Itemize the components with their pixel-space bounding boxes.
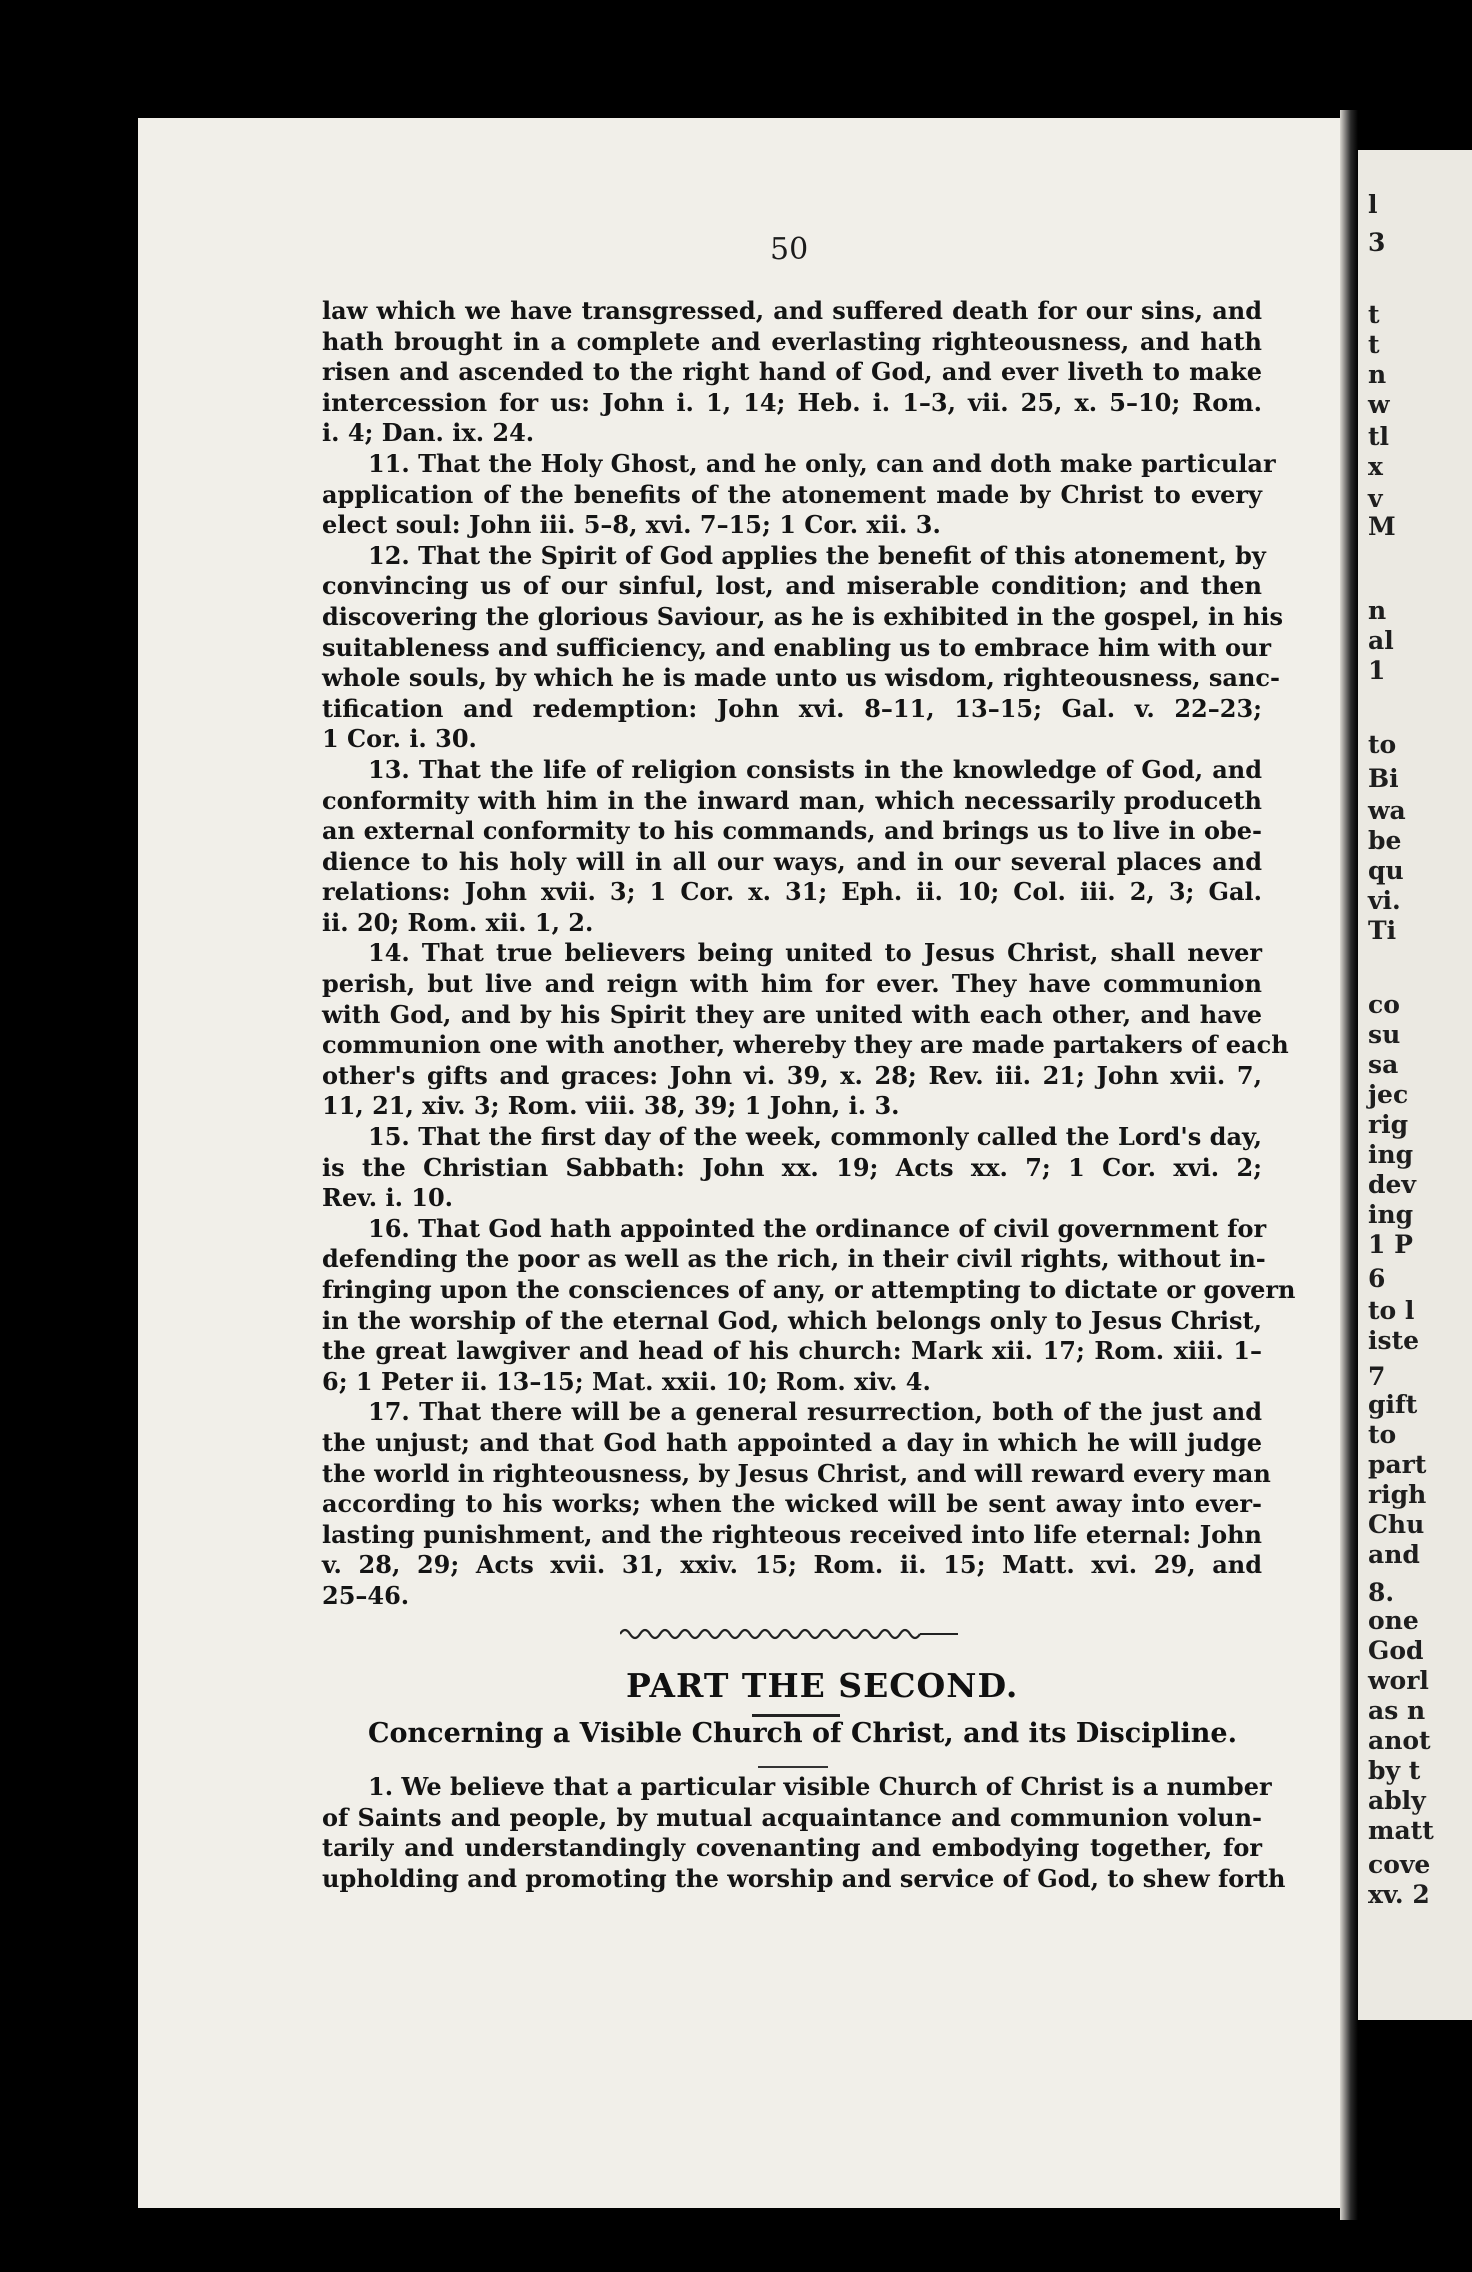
text-line: perish, but live and reign with him for ever. They have communion: [322, 969, 1262, 999]
facing-page-text-fragment: rig: [1368, 1110, 1409, 1139]
facing-page-text-fragment: be: [1368, 826, 1402, 855]
facing-page-text-fragment: qu: [1368, 856, 1404, 885]
part-two-text: [322, 1772, 1286, 1894]
text-line: of Saints and people, by mutual acquaintance and communion volun-: [322, 1802, 1262, 1832]
part-two-title: PART THE SECOND.: [626, 1666, 1019, 1705]
text-line: the unjust; and that God hath appointed a day in which he will judge: [322, 1427, 1262, 1457]
facing-page-text-fragment: t: [1368, 300, 1380, 329]
text-line: i. 4; Dan. ix. 24.: [322, 418, 535, 448]
facing-page-text-fragment: vi.: [1368, 886, 1401, 915]
text-line: communion one with another, whereby they are made partakers of each: [322, 1030, 1289, 1060]
facing-page-text-fragment: 1: [1368, 656, 1386, 685]
text-line: conformity with him in the inward man, which necessarily produceth: [322, 785, 1262, 815]
text-line: dience to his holy will in all our ways, and in our several places and: [322, 846, 1262, 876]
facing-page-text-fragment: as n: [1368, 1696, 1426, 1725]
facing-page-text-fragment: dev: [1368, 1170, 1416, 1199]
text-line: in the worship of the eternal God, which belongs only to Jesus Christ,: [322, 1305, 1262, 1335]
page-number: 50: [770, 232, 809, 267]
facing-page-text-fragment: matt: [1368, 1816, 1434, 1845]
facing-page-text-fragment: tl: [1368, 422, 1390, 451]
text-line: according to his works; when the wicked will be sent away into ever-: [322, 1489, 1262, 1519]
facing-page-text-fragment: xv. 2: [1368, 1880, 1430, 1909]
part-one-text: [322, 296, 1296, 1612]
text-line: whole souls, by which he is made unto us wisdom, righteousness, sanc-: [322, 663, 1281, 693]
facing-page-text-fragment: ing: [1368, 1200, 1414, 1229]
subtitle-rule: [758, 1766, 828, 1768]
facing-page-text-fragment: and: [1368, 1540, 1420, 1569]
facing-page-text-fragment: to: [1368, 730, 1397, 759]
facing-page-text-fragment: anot: [1368, 1726, 1431, 1755]
text-line: 25–46.: [322, 1580, 410, 1610]
facing-page-text-fragment: part: [1368, 1450, 1427, 1479]
facing-page-text-fragment: ably: [1368, 1786, 1426, 1815]
ornamental-divider: [620, 1624, 960, 1644]
text-line: defending the poor as well as the rich, in their civil rights, without in-: [322, 1244, 1266, 1274]
facing-page-text-fragment: sa: [1368, 1050, 1399, 1079]
facing-page-text-fragment: x: [1368, 452, 1383, 481]
facing-page-text-fragment: w: [1368, 390, 1390, 419]
facing-page-text-fragment: t: [1368, 330, 1380, 359]
facing-page-text-fragment: co: [1368, 990, 1400, 1019]
text-line: 6; 1 Peter ii. 13–15; Mat. xxii. 10; Rom. xiv. 4.: [322, 1366, 931, 1396]
text-line: hath brought in a complete and everlasting righteousness, and hath: [322, 326, 1262, 356]
text-line: the great lawgiver and head of his church: Mark xii. 17; Rom. xiii. 1–: [322, 1336, 1262, 1366]
facing-page-text-fragment: 3: [1368, 228, 1386, 257]
text-line: 11, 21, xiv. 3; Rom. viii. 38, 39; 1 John, i. 3.: [322, 1091, 900, 1121]
text-line: elect soul: John iii. 5–8, xvi. 7–15; 1 Cor. xii. 3.: [322, 510, 941, 540]
text-line: 16. That God hath appointed the ordinance of civil government for: [368, 1213, 1267, 1243]
facing-page-text-fragment: ing: [1368, 1140, 1414, 1169]
facing-page-text-fragment: iste: [1368, 1326, 1420, 1355]
facing-page-text-fragment: by t: [1368, 1756, 1421, 1785]
facing-page-text-fragment: Ti: [1368, 916, 1397, 945]
facing-page-text-fragment: Chu: [1368, 1510, 1425, 1539]
facing-page-text-fragment: to l: [1368, 1296, 1415, 1325]
text-line: 17. That there will be a general resurrection, both of the just and: [368, 1397, 1262, 1427]
text-line: with God, and by his Spirit they are united with each other, and have: [322, 999, 1262, 1029]
facing-page-text-fragment: 6: [1368, 1264, 1386, 1293]
facing-page-text-fragment: 7: [1368, 1362, 1386, 1391]
text-line: other's gifts and graces: John vi. 39, x. 28; Rev. iii. 21; John xvii. 7,: [322, 1060, 1262, 1090]
facing-page-text-fragment: wa: [1368, 796, 1406, 825]
facing-page-text-fragment: one: [1368, 1606, 1419, 1635]
text-line: 15. That the first day of the week, commonly called the Lord's day,: [368, 1122, 1262, 1152]
text-line: the world in righteousness, by Jesus Christ, and will reward every man: [322, 1458, 1271, 1488]
text-line: suitableness and sufficiency, and enabling us to embrace him with our: [322, 632, 1272, 662]
facing-page-text-fragment: v: [1368, 484, 1383, 513]
text-line: 14. That true believers being united to Jesus Christ, shall never: [368, 938, 1262, 968]
facing-page-text-fragment: su: [1368, 1020, 1401, 1049]
title-rule: [752, 1714, 840, 1717]
text-line: fringing upon the consciences of any, or attempting to dictate or govern: [322, 1275, 1296, 1304]
facing-page-text-fragment: l: [1368, 190, 1378, 219]
text-line: 11. That the Holy Ghost, and he only, can and doth make particular: [368, 448, 1276, 478]
text-line: tification and redemption: John xvi. 8–11, 13–15; Gal. v. 22–23;: [322, 693, 1262, 723]
text-line: relations: John xvii. 3; 1 Cor. x. 31; Eph. ii. 10; Col. iii. 2, 3; Gal.: [322, 877, 1262, 907]
facing-page-text-fragment: righ: [1368, 1480, 1427, 1509]
part-two-subtitle: Concerning a Visible Church of Christ, and its Discipline.: [368, 1718, 1238, 1749]
text-line: lasting punishment, and the righteous received into life eternal: John: [322, 1519, 1262, 1549]
facing-page-text-fragment: 8.: [1368, 1578, 1395, 1607]
text-line: application of the benefits of the atonement made by Christ to every: [322, 479, 1262, 509]
facing-page-fragment: [1358, 150, 1472, 2020]
text-line: 1 Cor. i. 30.: [322, 724, 477, 754]
facing-page-text-fragment: Bi: [1368, 764, 1399, 793]
facing-page-text-fragment: n: [1368, 596, 1387, 625]
facing-page-text-fragment: worl: [1368, 1666, 1429, 1695]
facing-page-text-fragment: n: [1368, 360, 1387, 389]
facing-page-text-fragment: cove: [1368, 1850, 1431, 1879]
text-line: ii. 20; Rom. xii. 1, 2.: [322, 907, 594, 937]
text-line: intercession for us: John i. 1, 14; Heb. i. 1–3, vii. 25, x. 5–10; Rom.: [322, 387, 1262, 417]
text-line: discovering the glorious Saviour, as he is exhibited in the gospel, in his: [322, 601, 1284, 631]
text-line: v. 28, 29; Acts xvii. 31, xxiv. 15; Rom. ii. 15; Matt. xvi. 29, and: [322, 1550, 1262, 1580]
text-line: upholding and promoting the worship and service of God, to shew forth: [322, 1863, 1286, 1893]
text-line: risen and ascended to the right hand of God, and ever liveth to make: [322, 357, 1262, 387]
text-line: an external conformity to his commands, and brings us to live in obe-: [322, 816, 1262, 846]
text-line: convincing us of our sinful, lost, and miserable condition; and then: [322, 571, 1262, 601]
text-line: Rev. i. 10.: [322, 1183, 454, 1213]
text-line: 13. That the life of religion consists in the knowledge of God, and: [368, 754, 1262, 784]
text-line: 12. That the Spirit of God applies the benefit of this atonement, by: [368, 540, 1266, 570]
book-gutter: [1340, 110, 1358, 2220]
facing-page-text-fragment: gift: [1368, 1390, 1418, 1419]
text-line: is the Christian Sabbath: John xx. 19; Acts xx. 7; 1 Cor. xvi. 2;: [322, 1152, 1262, 1182]
facing-page-text-fragment: M: [1368, 512, 1396, 541]
facing-page-text-fragment: 1 P: [1368, 1230, 1413, 1259]
text-line: 1. We believe that a particular visible Church of Christ is a number: [368, 1772, 1272, 1801]
text-line: tarily and understandingly covenanting and embodying together, for: [322, 1833, 1262, 1863]
facing-page-text-fragment: jec: [1368, 1080, 1409, 1109]
facing-page-text-fragment: al: [1368, 626, 1394, 655]
text-line: law which we have transgressed, and suffered death for our sins, and: [322, 296, 1262, 325]
facing-page-text-fragment: God: [1368, 1636, 1424, 1665]
facing-page-text-fragment: to: [1368, 1420, 1397, 1449]
